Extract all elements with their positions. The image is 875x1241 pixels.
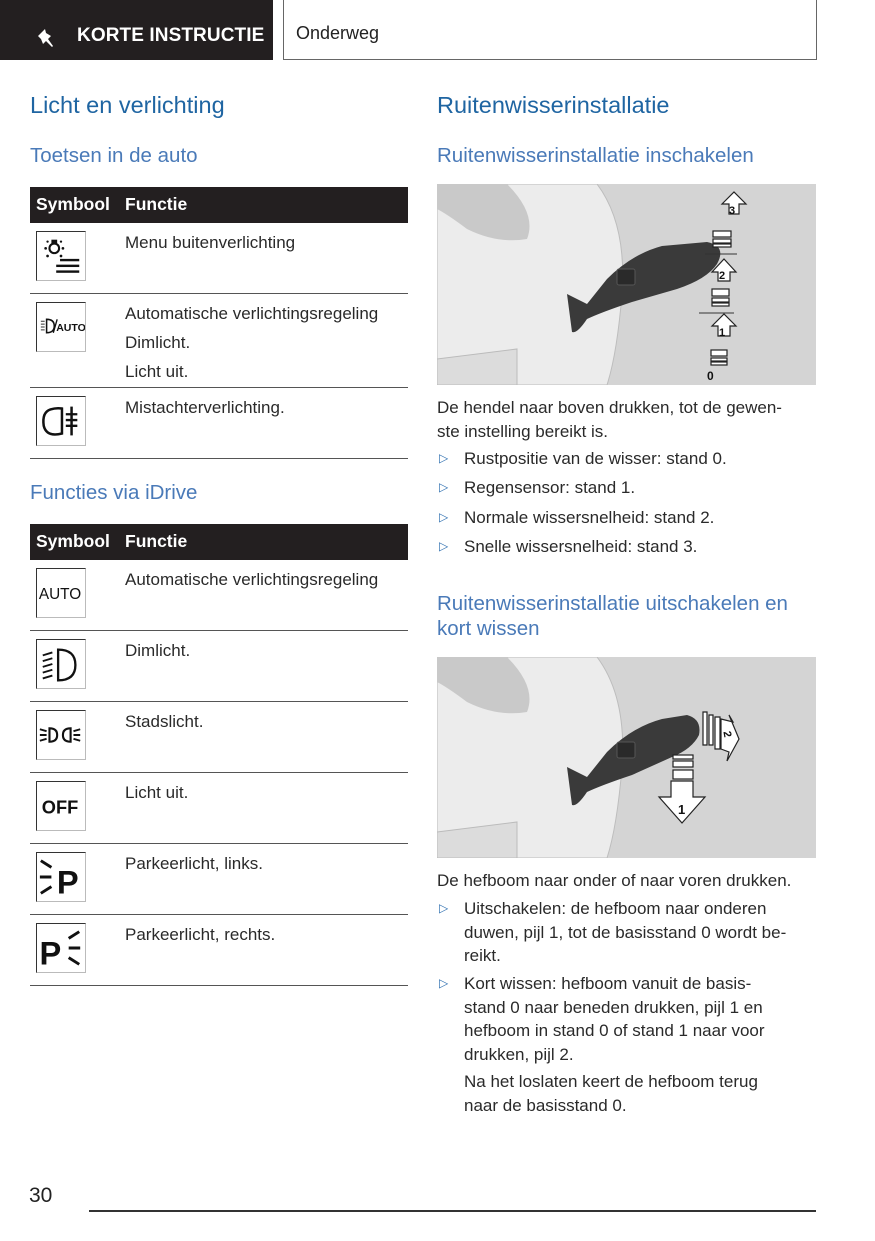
parking-light-left-icon (36, 852, 86, 902)
svg-text:0: 0 (707, 369, 714, 383)
bullet-triangle-icon: ▷ (439, 510, 449, 524)
breadcrumb (283, 0, 817, 60)
section-tab (0, 0, 273, 60)
low-beam-icon (36, 639, 86, 689)
bullet-triangle-icon: ▷ (439, 480, 449, 494)
svg-text:OFF: OFF (41, 796, 79, 818)
wiper-lever-down-illustration (437, 657, 816, 858)
table-header (30, 524, 408, 560)
table-row (30, 560, 408, 631)
svg-text:P: P (56, 863, 79, 901)
section2-heading: Ruitenwisserinstallatie uitschakelen en kort wissen (437, 592, 788, 640)
svg-text:2: 2 (719, 270, 726, 282)
table-row (30, 631, 408, 702)
section-label: KORTE INSTRUCTIE (77, 25, 265, 46)
rear-fog-light-icon (36, 396, 86, 446)
svg-text:3: 3 (729, 205, 736, 217)
breadcrumb-label: Onderweg (296, 23, 380, 43)
table-row (30, 915, 408, 986)
pushpin-icon (36, 27, 58, 49)
svg-text:1: 1 (678, 802, 686, 817)
svg-text:AUTO: AUTO (56, 321, 85, 334)
bullet-triangle-icon: ▷ (439, 901, 449, 915)
svg-text:AUTO: AUTO (38, 585, 82, 603)
off-text-icon (36, 781, 86, 831)
table-row (30, 223, 408, 294)
function-text: Dimlicht. (125, 641, 191, 660)
idrive-table (30, 524, 408, 986)
bullet-triangle-icon: ▷ (439, 539, 449, 553)
table-row (30, 294, 408, 388)
parking-lights-icon (36, 710, 86, 760)
svg-text:1: 1 (719, 327, 726, 339)
footer-divider (89, 1210, 816, 1212)
svg-text:P: P (39, 934, 62, 972)
bullet-triangle-icon: ▷ (439, 976, 449, 990)
section2-note: Na het loslaten keert de hefboom terug naar de basisstand 0. (464, 1072, 758, 1115)
function-text: Licht uit. (125, 783, 189, 802)
parking-light-right-icon (36, 923, 86, 973)
function-text: Automatische verlichtingsregeling Dimlicht. Licht uit. (125, 304, 379, 381)
page-number: 30 (29, 1184, 53, 1207)
table-row (30, 773, 408, 844)
page-title-left: Licht en verlichting (30, 92, 225, 118)
exterior-light-menu-icon (36, 231, 86, 281)
section1-heading: Ruitenwisserinstallatie inschakelen (437, 144, 754, 167)
table-row (30, 844, 408, 915)
section1-intro: De hendel naar boven drukken, tot de gewen- ste instelling bereikt is. (437, 398, 782, 441)
auto-headlight-icon (36, 302, 86, 352)
buttons-table (30, 187, 408, 459)
table1-heading: Toetsen in de auto (30, 144, 198, 167)
table2-heading: Functies via iDrive (30, 481, 198, 504)
function-text: Stadslicht. (125, 712, 204, 731)
bullet-triangle-icon: ▷ (439, 451, 449, 465)
function-text: Menu buitenverlichting (125, 233, 296, 252)
table-row (30, 388, 408, 459)
function-text: Automatische verlichtingsregeling (125, 570, 379, 589)
column-header-function: Functie (125, 531, 188, 551)
table-header (30, 187, 408, 223)
section2-intro: De hefboom naar onder of naar voren drukken. (437, 871, 792, 890)
page-title-right: Ruitenwisserinstallatie (437, 92, 670, 118)
function-text: Parkeerlicht, links. (125, 854, 263, 873)
column-header-function: Functie (125, 194, 188, 214)
auto-text-icon (36, 568, 86, 618)
wiper-lever-up-illustration (437, 184, 816, 385)
function-text: Parkeerlicht, rechts. (125, 925, 276, 944)
table-row (30, 702, 408, 773)
function-text: Mistachterverlichting. (125, 398, 285, 417)
column-header-symbol: Symbool (36, 531, 110, 551)
column-header-symbol: Symbool (36, 194, 110, 214)
svg-text:2: 2 (720, 730, 734, 739)
